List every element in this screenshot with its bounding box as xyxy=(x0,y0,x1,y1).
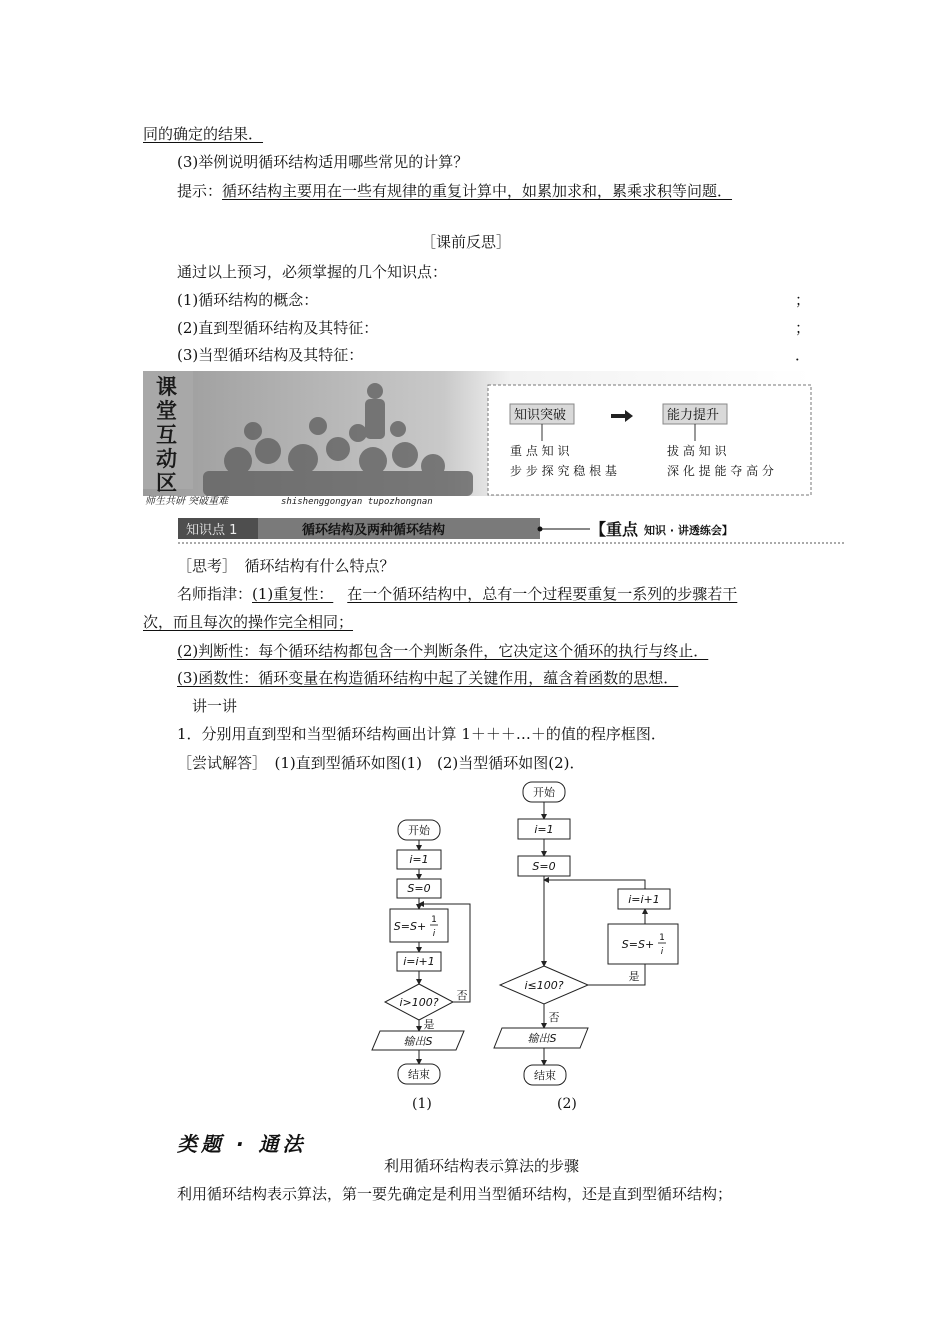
section-heading-reflection: ［课前反思］ xyxy=(421,233,512,251)
guide-line-2: (2)判断性：每个循环结构都包含一个判断条件，它决定这个循环的执行与终止． xyxy=(177,642,709,660)
question-3: (3)举例说明循环结构适用哪些常见的计算？ xyxy=(177,153,469,171)
bar-right-small: 知识 · 讲透练会】 xyxy=(644,524,733,537)
guide-label: 名师指津： xyxy=(177,585,253,603)
bar-title: 循环结构及两种循环结构 xyxy=(302,523,446,538)
f2-output: 输出S xyxy=(527,1032,557,1045)
hint-text: 循环结构主要用在一些有规律的重复计算中，如累加求和，累乘求积等问题． xyxy=(222,182,733,200)
f1-frac-num: 1 xyxy=(431,915,437,925)
text-line-result: 同的确定的结果． xyxy=(143,125,264,143)
guide-line-1 xyxy=(177,584,737,604)
reflection-intro: 通过以上预习，必须掌握的几个知识点： xyxy=(177,263,448,281)
banner-subtitle-pinyin: shishenggongyan tupozhongnan xyxy=(281,497,433,507)
caption-1: (1) xyxy=(412,1096,432,1112)
guide-line-1-cont: 次，而且每次的操作完全相同； xyxy=(143,613,354,631)
f1-start: 开始 xyxy=(408,824,430,837)
f1-yes: 是 xyxy=(423,1018,435,1031)
point-1: (1)循环结构的概念： xyxy=(177,291,319,309)
hint-line xyxy=(177,181,732,201)
point-2: (2)直到型循环结构及其特征： xyxy=(177,319,379,337)
bar-tag: 知识点 1 xyxy=(186,523,238,538)
guide-1-title: (1)重复性： xyxy=(252,585,334,603)
box1-line2: 步 步 探 究 稳 根 基 xyxy=(510,464,617,478)
side-title-5: 区 xyxy=(156,471,177,495)
f2-sum-lhs: S=S+ xyxy=(621,938,655,951)
box-ability: 能力提升 xyxy=(667,408,720,423)
talk-label: 讲一讲 xyxy=(192,697,238,715)
f1-init-i: i=1 xyxy=(409,853,429,866)
knowledge-point-bar xyxy=(178,518,846,544)
point-3-end: ． xyxy=(795,346,811,364)
f2-init-s: S=0 xyxy=(532,860,556,873)
f1-no: 否 xyxy=(456,989,468,1002)
think-question: ［思考］ 循环结构有什么特点？ xyxy=(177,557,395,575)
side-title-4: 动 xyxy=(156,447,177,471)
point-1-end: ； xyxy=(795,291,811,309)
flowchart-until-loop xyxy=(368,812,483,1092)
class-method-heading: 类题 · 通法 xyxy=(177,1132,307,1156)
box-knowledge: 知识突破 xyxy=(514,408,567,423)
box1-line1: 重 点 知 识 xyxy=(510,444,570,458)
banner-subtitle-cn: 师生共研 突破重难 xyxy=(145,496,229,507)
f1-end: 结束 xyxy=(408,1068,430,1081)
guide-1-text: 在一个循环结构中，总有一个过程要重复一系列的步骤若干 xyxy=(347,585,738,603)
f1-inc: i=i+1 xyxy=(403,955,435,968)
f1-init-s: S=0 xyxy=(407,882,431,895)
caption-2: (2) xyxy=(557,1096,577,1112)
method-paragraph: 利用循环结构表示算法，第一要先确定是利用当型循环结构，还是直到型循环结构； xyxy=(177,1185,733,1203)
f2-no: 否 xyxy=(548,1011,560,1024)
hint-label: 提示： xyxy=(177,182,223,200)
side-title-3: 互 xyxy=(156,423,177,447)
f1-output: 输出S xyxy=(403,1035,433,1048)
method-title: 利用循环结构表示算法的步骤 xyxy=(384,1157,580,1175)
problem-1: 1．分别用直到型和当型循环结构画出计算 1＋＋＋…＋的值的程序框图． xyxy=(177,725,666,743)
f1-sum-lhs: S=S+ xyxy=(393,920,427,933)
side-title-1: 课 xyxy=(156,375,177,399)
point-2-end: ； xyxy=(795,319,811,337)
f2-frac-num: 1 xyxy=(659,933,665,943)
guide-line-3: (3)函数性：循环变量在构造循环结构中起了关键作用，蕴含着函数的思想． xyxy=(177,669,679,687)
f2-frac-den: i xyxy=(660,947,664,957)
f2-yes: 是 xyxy=(628,970,640,983)
f2-cond: i≤100? xyxy=(524,979,564,992)
try-answer: ［尝试解答］ (1)直到型循环如图(1) (2)当型循环如图(2)． xyxy=(177,754,585,772)
box2-line1: 拔 高 知 识 xyxy=(667,444,727,458)
classroom-banner xyxy=(143,371,812,508)
f2-inc: i=i+1 xyxy=(628,893,660,906)
flowchart-while-loop xyxy=(490,776,690,1092)
point-3: (3)当型循环结构及其特征： xyxy=(177,346,364,364)
f2-start: 开始 xyxy=(533,786,555,799)
bar-right-big: 【重点 xyxy=(590,520,639,539)
side-title-2: 堂 xyxy=(156,399,177,423)
f1-frac-den: i xyxy=(432,929,436,939)
f1-cond: i>100? xyxy=(399,996,439,1009)
f2-end: 结束 xyxy=(534,1069,556,1082)
f2-init-i: i=1 xyxy=(534,823,554,836)
box2-line2: 深 化 提 能 夺 高 分 xyxy=(667,464,774,478)
